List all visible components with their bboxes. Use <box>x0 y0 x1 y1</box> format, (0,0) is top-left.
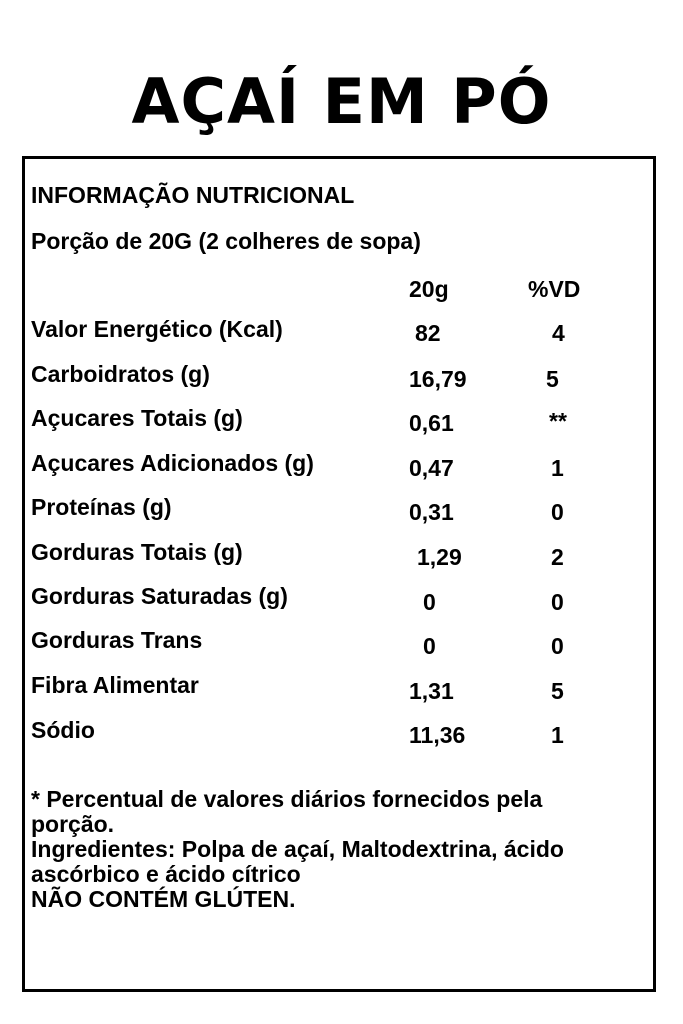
row-vd: 5 <box>551 678 564 704</box>
row-amount: 1,29 <box>417 544 462 570</box>
row-vd: 0 <box>551 633 564 659</box>
row-label: Gorduras Totais (g) <box>31 539 243 565</box>
row-vd: 0 <box>551 589 564 615</box>
portion-text: Porção de 20G (2 colheres de sopa) <box>31 228 421 254</box>
row-vd: 1 <box>551 455 564 481</box>
row-vd: ** <box>549 408 567 434</box>
row-label: Gorduras Trans <box>31 627 203 653</box>
row-vd: 4 <box>552 320 565 346</box>
footnote-vd: * Percentual de valores diários fornecidos pela <box>31 786 543 812</box>
column-header-vd: %VD <box>528 276 581 302</box>
row-label: Gorduras Saturadas (g) <box>31 583 288 609</box>
row-amount: 1,31 <box>409 678 454 704</box>
row-amount: 82 <box>415 320 441 346</box>
row-label: Proteínas (g) <box>31 494 172 520</box>
row-vd: 0 <box>551 499 564 525</box>
row-amount: 0,47 <box>409 455 454 481</box>
row-amount: 0,61 <box>409 410 454 436</box>
gluten-warning: NÃO CONTÉM GLÚTEN. <box>31 886 296 912</box>
ingredients-text: Ingredientes: Polpa de açaí, Maltodextrina, ácido <box>31 836 564 862</box>
nutrition-heading: INFORMAÇÃO NUTRICIONAL <box>31 182 355 208</box>
column-header-amount: 20g <box>409 276 449 302</box>
row-label: Valor Energético (Kcal) <box>31 316 283 342</box>
row-label: Fibra Alimentar <box>31 672 199 698</box>
row-amount: 16,79 <box>409 366 467 392</box>
ingredients-text-cont: ascórbico e ácido cítrico <box>31 861 301 887</box>
row-label: Carboidratos (g) <box>31 361 210 387</box>
row-amount: 0,31 <box>409 499 454 525</box>
row-label: Açucares Adicionados (g) <box>31 450 314 476</box>
row-label: Açucares Totais (g) <box>31 405 243 431</box>
row-vd: 5 <box>546 366 559 392</box>
row-amount: 11,36 <box>409 722 466 748</box>
row-label: Sódio <box>31 717 95 743</box>
footnotes <box>31 787 651 912</box>
row-vd: 1 <box>551 722 564 748</box>
row-amount: 0 <box>423 633 436 659</box>
row-amount: 0 <box>423 589 436 615</box>
nutrition-facts-box <box>22 156 656 992</box>
product-title: AÇAÍ EM PÓ <box>131 65 552 138</box>
row-vd: 2 <box>551 544 564 570</box>
footnote-vd-cont: porção. <box>31 811 115 837</box>
